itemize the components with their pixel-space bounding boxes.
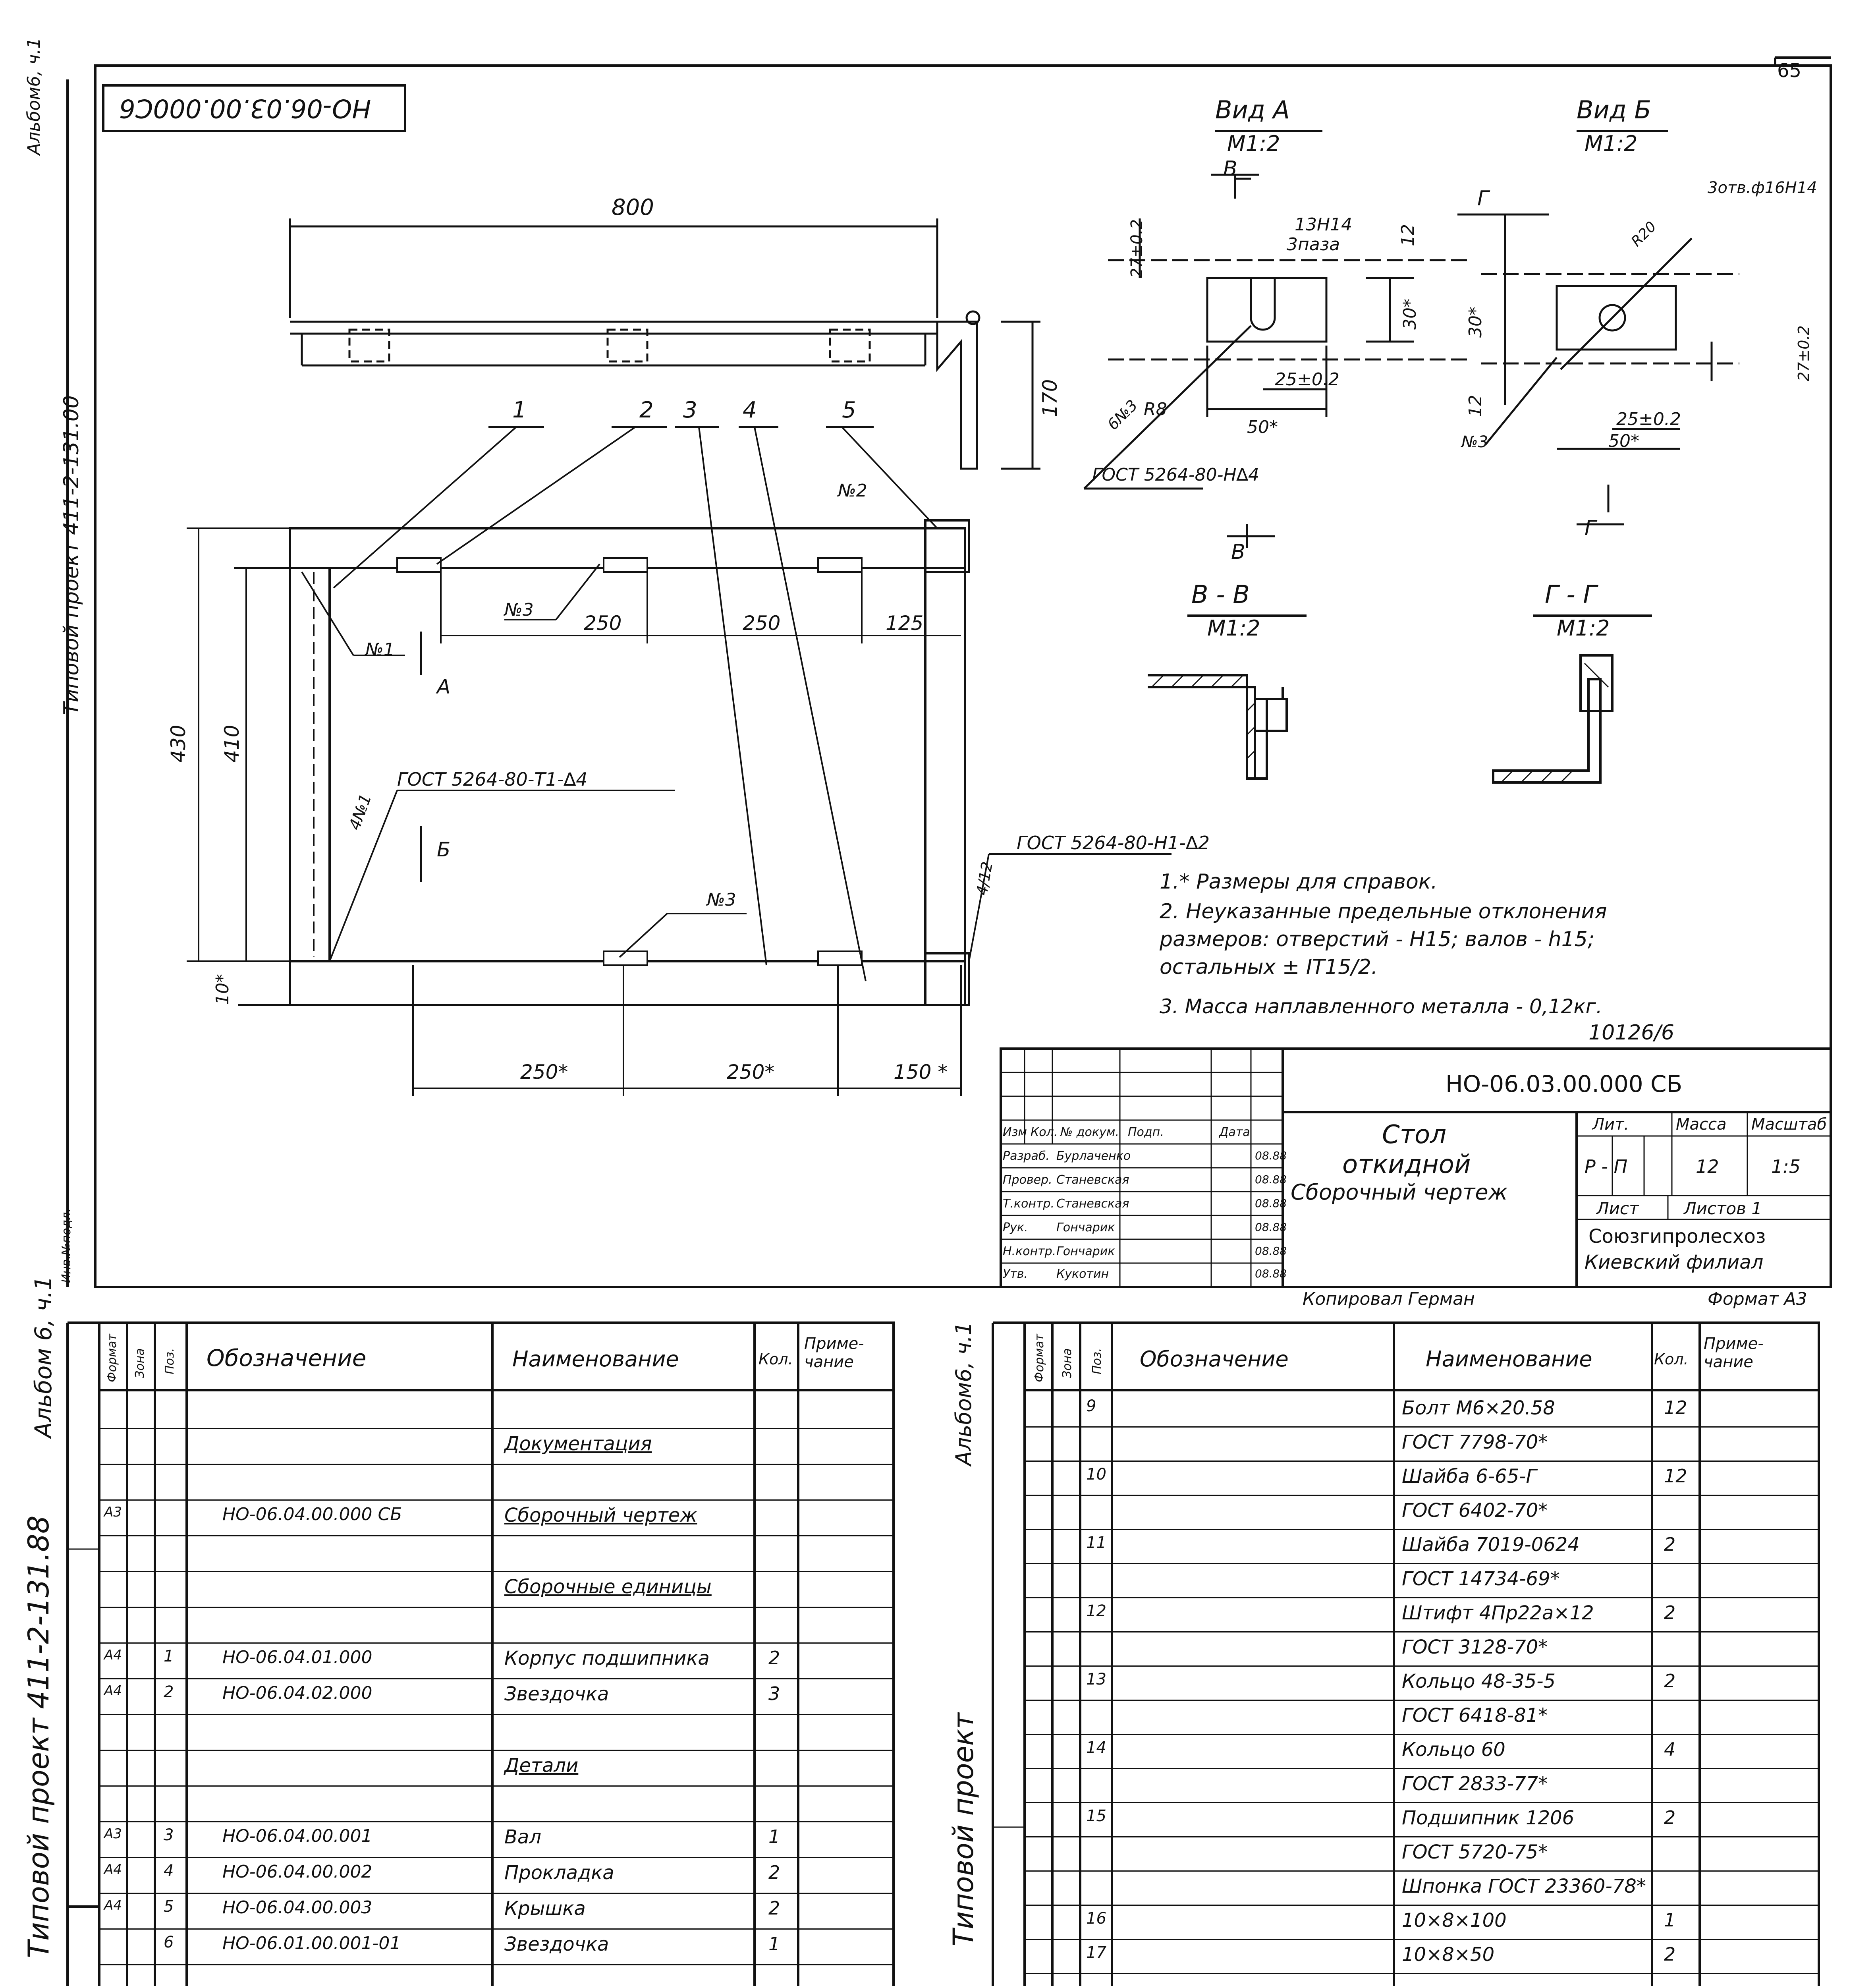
top-scale-label: Масштаб	[1751, 1115, 1827, 1134]
top-designation: НО-06.03.00.000 СБ	[1446, 1070, 1683, 1097]
right-hdr-pos: Поз.	[1090, 1348, 1104, 1374]
right-pos-cell: 17	[1086, 1943, 1106, 1962]
top-role-2: Провер.	[1003, 1173, 1052, 1187]
dim-250-a: 250	[584, 612, 622, 635]
weld-mark-n12: 4/12	[973, 860, 996, 897]
right-qty-cell: 12	[1664, 1465, 1687, 1487]
top-org-1: Союзгипролесхоз	[1588, 1225, 1766, 1248]
left-format-cell: А3	[104, 1826, 122, 1842]
left-pos-cell: 4	[164, 1862, 174, 1880]
right-name-cell: Штифт 4Пр22а×12	[1402, 1602, 1594, 1624]
weld-mark-n3a: №3	[504, 600, 534, 620]
stamp-upside-down: НО-06.03.00.000С6	[119, 93, 371, 123]
position-3: 3	[683, 397, 697, 423]
left-name-cell: Крышка	[504, 1897, 586, 1920]
right-name-cell: ГОСТ 6402-70*	[1402, 1499, 1548, 1522]
top-role-4-date: 08.88	[1255, 1221, 1287, 1234]
right-row-line	[1025, 1836, 1819, 1837]
dim-250-d: 250*	[727, 1061, 775, 1084]
right-row-line	[1025, 1734, 1819, 1735]
right-qty-cell: 2	[1664, 1602, 1676, 1623]
left-row-line	[99, 1428, 894, 1429]
right-qty-cell: 2	[1664, 1534, 1676, 1555]
note-2: 2. Неуказанные предельные отклонения	[1160, 900, 1607, 923]
left-row-line	[99, 1607, 894, 1608]
left-row-line	[99, 1571, 894, 1572]
left-name-cell: Звездочка	[504, 1683, 609, 1705]
right-name-cell: ГОСТ 5720-75*	[1402, 1841, 1548, 1863]
view-arrow-b: Б	[437, 838, 451, 861]
view-a-scale: М1:2	[1227, 131, 1280, 156]
right-side-album: Альбом6, ч.1	[951, 1321, 976, 1466]
left-format-cell: А4	[104, 1897, 122, 1913]
top-hdr-izm: Изм	[1003, 1125, 1027, 1139]
position-4: 4	[743, 397, 757, 423]
top-role-6-date: 08.88	[1255, 1267, 1287, 1280]
right-name-cell: ГОСТ 3128-70*	[1402, 1636, 1548, 1658]
left-row-line	[99, 1785, 894, 1787]
right-pos-cell: 12	[1086, 1602, 1106, 1620]
right-pos-cell: 10	[1086, 1465, 1106, 1484]
top-role-3-date: 08.88	[1255, 1197, 1287, 1210]
top-role-4-name: Гончарик	[1056, 1221, 1115, 1234]
left-row-line	[99, 1499, 894, 1501]
left-pos-cell: 1	[164, 1647, 174, 1665]
side-label-project: Типовой проект 411-2-131.00	[60, 395, 83, 715]
left-name-cell: Документация	[504, 1433, 652, 1455]
top-role-1-date: 08.88	[1255, 1149, 1287, 1162]
left-designation-cell: НО-06.04.01.000	[222, 1647, 372, 1667]
right-hdr-format: Формат	[1033, 1334, 1046, 1382]
view-a-weld: ГОСТ 5264-80-Н∆4	[1092, 465, 1259, 485]
view-b-mark: №3	[1461, 433, 1488, 451]
top-role-6-name: Кукотин	[1056, 1267, 1109, 1281]
left-hdr-format: Формат	[105, 1334, 119, 1382]
page-number: 65	[1777, 60, 1802, 82]
right-name-cell: 10×8×100	[1402, 1909, 1507, 1932]
right-row-line	[1025, 1905, 1819, 1906]
note-3: 3. Масса наплавленного металла - 0,12кг.	[1160, 995, 1602, 1018]
left-format-cell: А3	[104, 1504, 122, 1520]
weld-mark-n2: №2	[838, 481, 867, 501]
right-pos-cell: 14	[1086, 1739, 1106, 1757]
left-format-cell: А4	[104, 1647, 122, 1663]
top-hdr-sign: Подп.	[1128, 1125, 1164, 1139]
top-mass-value: 12	[1696, 1156, 1719, 1177]
left-hdr-name: Наименование	[512, 1347, 679, 1372]
right-row-line	[1025, 1700, 1819, 1701]
weld-mark-n1: №1	[365, 639, 395, 660]
right-hdr-name: Наименование	[1426, 1347, 1592, 1372]
right-name-cell: ГОСТ 14734-69*	[1402, 1568, 1560, 1590]
right-row-line	[1025, 1973, 1819, 1974]
left-row-line	[99, 1750, 894, 1751]
number-mark: 10126/6	[1588, 1021, 1675, 1045]
left-qty-cell: 3	[768, 1683, 780, 1704]
section-gg-scale: М1:2	[1557, 616, 1610, 641]
left-designation-cell: НО-06.04.00.003	[222, 1897, 372, 1918]
right-name-cell: Шайба 7019-0624	[1402, 1534, 1580, 1556]
dim-430: 430	[167, 724, 190, 763]
top-hdr-kol: Кол.	[1031, 1125, 1058, 1139]
top-hdr-date: Дата	[1219, 1125, 1250, 1139]
left-spec-frame	[0, 1311, 937, 1986]
right-qty-cell: 12	[1664, 1397, 1687, 1418]
right-pos-cell: 11	[1086, 1534, 1106, 1552]
left-hdr-designation: Обозначение	[207, 1345, 367, 1372]
left-format-cell: А4	[104, 1683, 122, 1699]
right-qty-cell: 2	[1664, 1943, 1676, 1965]
left-hdr-zone: Зона	[133, 1348, 147, 1378]
right-row-line	[1025, 1870, 1819, 1872]
section-vv-scale: М1:2	[1207, 616, 1260, 641]
top-role-5: Н.контр.	[1003, 1244, 1056, 1258]
top-role-3-name: Станевская	[1056, 1197, 1129, 1211]
view-arrow-a: А	[437, 675, 451, 698]
left-row-line	[99, 1893, 894, 1894]
left-row-line	[99, 1714, 894, 1715]
right-name-cell: Шпонка ГОСТ 23360-78*	[1402, 1875, 1646, 1897]
dim-125: 125	[886, 612, 924, 635]
right-row-line	[1025, 1529, 1819, 1530]
left-name-cell: Детали	[504, 1754, 579, 1777]
left-hdr-qty: Кол.	[759, 1350, 793, 1368]
top-mass-label: Масса	[1676, 1115, 1727, 1134]
top-role-1-name: Бурлаченко	[1056, 1149, 1131, 1163]
right-qty-cell: 2	[1664, 1670, 1676, 1692]
right-qty-cell: 2	[1664, 1807, 1676, 1828]
right-pos-cell: 15	[1086, 1807, 1106, 1825]
right-name-cell: Кольцо 48-35-5	[1402, 1670, 1556, 1692]
right-row-line	[1025, 1631, 1819, 1632]
left-name-cell: Корпус подшипника	[504, 1647, 710, 1669]
view-a-d25: 25±0.2	[1275, 369, 1339, 390]
right-row-line	[1025, 1426, 1819, 1428]
left-designation-cell: НО-06.04.00.002	[222, 1862, 372, 1882]
top-org-2: Киевский филиал	[1585, 1251, 1764, 1273]
note-2b: размеров: отверстий - Н15; валов - h15;	[1160, 927, 1595, 951]
dim-800: 800	[612, 195, 654, 220]
right-hdr-qty: Кол.	[1654, 1350, 1689, 1368]
right-qty-cell: 1	[1664, 1909, 1676, 1931]
view-b-d27: 27±0.2	[1795, 325, 1812, 381]
side-label-inv: Инв.№подл.	[60, 1208, 73, 1283]
left-name-cell: Сборочные единицы	[504, 1576, 712, 1598]
top-role-4: Рук.	[1003, 1221, 1028, 1234]
top-lit-label: Лит.	[1592, 1115, 1629, 1134]
top-role-5-name: Гончарик	[1056, 1244, 1115, 1258]
dim-250-b: 250	[743, 612, 781, 635]
section-gg-arrow: Г	[1585, 516, 1596, 540]
right-name-cell: Кольцо 60	[1402, 1739, 1505, 1761]
left-designation-cell: НО-06.01.00.001-01	[222, 1933, 401, 1953]
left-hdr-note: Приме-чание	[804, 1335, 864, 1371]
top-role-6: Утв.	[1003, 1267, 1028, 1281]
top-name-1: Стол	[1382, 1120, 1447, 1149]
view-a-grooves: 3паза	[1287, 234, 1340, 255]
weld-note-h1: ГОСТ 5264-80-Н1-∆2	[1017, 832, 1210, 854]
left-format-cell: А4	[104, 1862, 122, 1878]
view-a-d13: 13Н14	[1295, 214, 1353, 235]
dim-150: 150 *	[894, 1061, 948, 1084]
right-row-line	[1025, 1768, 1819, 1769]
top-role-3: Т.контр.	[1003, 1197, 1055, 1211]
dim-170: 170	[1038, 379, 1062, 417]
top-sheet-label: Лист	[1596, 1199, 1639, 1218]
dim-410: 410	[220, 724, 243, 763]
dim-250-c: 250*	[520, 1061, 568, 1084]
left-qty-cell: 1	[768, 1826, 780, 1847]
weld-note-t1: ГОСТ 5264-80-Т1-∆4	[397, 769, 588, 790]
right-pos-cell: 13	[1086, 1670, 1106, 1688]
left-name-cell: Прокладка	[504, 1862, 614, 1884]
right-row-line	[1025, 1597, 1819, 1598]
view-b-arrow: Г	[1477, 187, 1489, 211]
top-role-5-date: 08.88	[1255, 1244, 1287, 1258]
top-sheets-label: Листов 1	[1684, 1199, 1762, 1218]
position-2: 2	[639, 397, 654, 423]
top-role-1: Разраб.	[1003, 1149, 1050, 1163]
view-b-r20: R20	[1628, 218, 1660, 250]
left-qty-cell: 2	[768, 1647, 780, 1669]
view-a-title: Вид А	[1215, 95, 1290, 124]
left-pos-cell: 5	[164, 1897, 174, 1916]
left-designation-cell: НО-06.04.00.000 СБ	[222, 1504, 402, 1524]
right-pos-cell: 9	[1086, 1397, 1096, 1415]
right-name-cell: ГОСТ 2833-77*	[1402, 1773, 1548, 1795]
right-name-cell: ГОСТ 6418-81*	[1402, 1704, 1548, 1727]
view-b-scale: М1:2	[1585, 131, 1638, 156]
left-pos-cell: 6	[164, 1933, 174, 1951]
top-hdr-doc: № докум.	[1060, 1125, 1119, 1139]
top-name-2: откидной	[1342, 1150, 1471, 1179]
top-scale-value: 1:5	[1771, 1156, 1801, 1177]
left-designation-cell: НО-06.04.02.000	[222, 1683, 372, 1703]
left-hdr-pos: Поз.	[163, 1348, 177, 1374]
right-row-line	[1025, 1802, 1819, 1803]
view-a-arrow: В	[1223, 157, 1237, 181]
right-name-cell: Шайба 6-65-Г	[1402, 1465, 1537, 1488]
right-side-project: Типовой проект	[947, 1713, 980, 1946]
view-a-d30: 30*	[1400, 299, 1420, 330]
left-qty-cell: 2	[768, 1897, 780, 1919]
left-row-line	[99, 1642, 894, 1644]
view-a-r8: R8	[1144, 399, 1167, 419]
top-format: Формат А3	[1708, 1289, 1807, 1309]
view-a-d27: 27±0.2	[1128, 219, 1146, 278]
right-row-line	[1025, 1939, 1819, 1940]
left-row-line	[99, 1678, 894, 1679]
right-hdr-designation: Обозначение	[1140, 1347, 1289, 1372]
left-name-cell: Звездочка	[504, 1933, 609, 1955]
top-copied: Копировал Герман	[1303, 1289, 1475, 1309]
left-name-cell: Вал	[504, 1826, 542, 1848]
view-a-d50: 50*	[1247, 417, 1278, 437]
left-designation-cell: НО-06.04.00.001	[222, 1826, 372, 1846]
left-row-line	[99, 1535, 894, 1536]
right-name-cell: Подшипник 1206	[1402, 1807, 1575, 1829]
top-role-2-date: 08.88	[1255, 1173, 1287, 1186]
view-b-d30: 30*	[1465, 307, 1486, 338]
left-row-line	[99, 1928, 894, 1930]
right-qty-cell: 4	[1664, 1739, 1676, 1760]
right-hdr-zone: Зона	[1060, 1348, 1074, 1378]
left-row-line	[99, 1857, 894, 1858]
top-lit-value: Р - П	[1585, 1156, 1628, 1177]
section-vv-title: В - В	[1191, 580, 1250, 609]
note-2c: остальных ± IT15/2.	[1160, 955, 1378, 979]
left-row-line	[99, 1821, 894, 1822]
right-row-line	[1025, 1665, 1819, 1667]
weld-mark-n4: 4№1	[345, 792, 375, 833]
top-name-3: Сборочный чертеж	[1291, 1180, 1508, 1205]
left-row-line	[99, 1964, 894, 1965]
position-1: 1	[512, 397, 527, 423]
right-row-line	[1025, 1461, 1819, 1462]
left-side-album: Альбом 6, ч.1	[30, 1276, 57, 1438]
right-name-cell: Болт М6×20.58	[1402, 1397, 1555, 1419]
left-pos-cell: 3	[164, 1826, 174, 1844]
top-role-2-name: Станевская	[1056, 1173, 1129, 1187]
left-side-project: Типовой проект 411-2-131.88	[22, 1515, 55, 1958]
left-name-cell: Сборочный чертеж	[504, 1504, 697, 1526]
left-qty-cell: 2	[768, 1862, 780, 1883]
right-row-line	[1025, 1563, 1819, 1564]
view-b-holes: 3отв.ф16Н14	[1708, 179, 1817, 197]
view-a-d12: 12	[1398, 224, 1418, 246]
weld-mark-n3b: №3	[707, 890, 736, 910]
section-vv-arrow: В	[1231, 540, 1245, 564]
right-pos-cell: 16	[1086, 1909, 1106, 1928]
position-5: 5	[842, 397, 856, 423]
dim-10: 10*	[212, 974, 233, 1005]
view-a-mark: 6№3	[1104, 396, 1141, 434]
right-hdr-note: Приме-чание	[1704, 1335, 1764, 1371]
right-row-line	[1025, 1495, 1819, 1496]
right-name-cell: 10×8×50	[1402, 1943, 1495, 1966]
left-row-line	[99, 1464, 894, 1465]
note-1: 1.* Размеры для справок.	[1160, 870, 1438, 894]
side-label-album: Альбом6, ч.1	[24, 37, 44, 155]
left-qty-cell: 1	[768, 1933, 780, 1955]
view-b-d50: 50*	[1608, 431, 1639, 451]
left-pos-cell: 2	[164, 1683, 174, 1701]
view-b-title: Вид Б	[1577, 95, 1651, 124]
view-b-d12: 12	[1465, 395, 1486, 417]
section-gg-title: Г - Г	[1545, 580, 1597, 609]
view-b-d25: 25±0.2	[1616, 409, 1681, 429]
right-name-cell: ГОСТ 7798-70*	[1402, 1431, 1548, 1453]
